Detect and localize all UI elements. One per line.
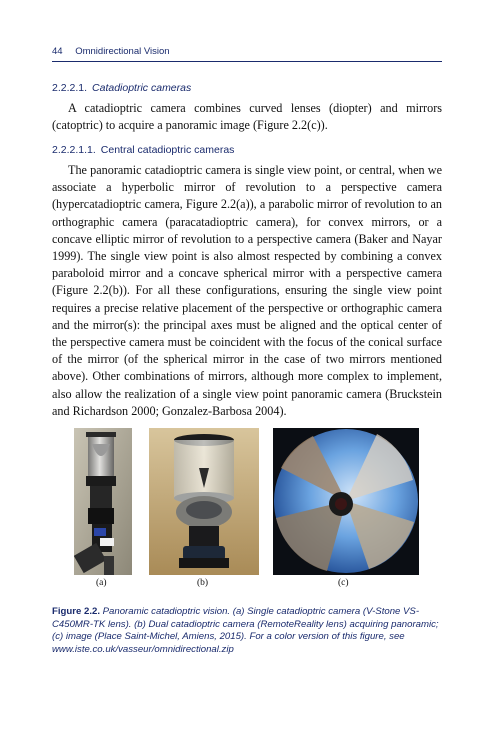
- figure-sublabel-a: (a): [96, 578, 107, 588]
- figure-sublabel-b: (b): [197, 578, 209, 588]
- figure-photo-c: [273, 428, 419, 575]
- subsection-heading: [52, 144, 234, 156]
- caption-text: Panoramic catadioptric vision. (a) Single catadioptric camera (V-Stone VS-C450MR-TK lens). (b) Dual catadioptric camera (RemoteReality lens) acquiring panoramic; (c) image (Place Saint-Michel, Amiens, 2015). For a color version of this figure, see www.iste.co.uk/vasseur/omnidirectional.zip: [52, 606, 439, 655]
- running-header: [52, 46, 442, 57]
- figure-sublabel-c: (c): [338, 578, 349, 588]
- section-paragraph: A catadioptric camera combines curved lenses (diopter) and mirrors (catoptric) to acquire a panoramic image (Figure 2.2(c)).: [52, 101, 442, 133]
- subsection-title: Central catadioptric cameras: [100, 144, 235, 156]
- figure-photo-b: [149, 428, 259, 575]
- caption-label: Figure 2.2.: [52, 606, 100, 617]
- section-heading: [52, 82, 191, 94]
- figure-caption: [52, 606, 442, 656]
- page-number: 44: [52, 46, 63, 57]
- section-title: Catadioptric cameras: [92, 82, 192, 94]
- subsection-paragraph: The panoramic catadioptric camera is single view point, or central, when we associate a hyperbolic mirror of revolution to a perspective camera (hypercatadioptric camera, Figure 2.2(a)), a parabolic mirror of revolution to an orthographic camera (paracatadioptric camera), for convex mirrors, or a concave elliptic mirror of revolution to a perspective camera (Baker and Nayar 1999). The single view point is also almost respected by combining a convex paraboloid mirror and a concave spherical mirror with a perspective camera (Figure 2.2(b)). For all these configurations, ensuring the single view point requires a precise relative placement of the perspective or orthographic camera and the mirror(s): the principal axes must be aligned and the optical center of the perspective camera must be coincident with the focus of the conical surface of the mirror (of the spherical mirror in the case of two mirrors mentioned above). Other combinations of mirrors, although more complex to implement, also allow the realization of a single view point panoramic camera (Bruckstein and Richardson 2000; Gonzalez-Barbosa 2004).: [52, 163, 442, 418]
- figure-photo-a: [74, 428, 132, 575]
- running-title: Omnidirectional Vision: [75, 46, 170, 57]
- subsection-number: 2.2.2.1.1.: [52, 144, 96, 156]
- header-rule: [52, 61, 442, 62]
- section-number: 2.2.2.1.: [52, 82, 88, 94]
